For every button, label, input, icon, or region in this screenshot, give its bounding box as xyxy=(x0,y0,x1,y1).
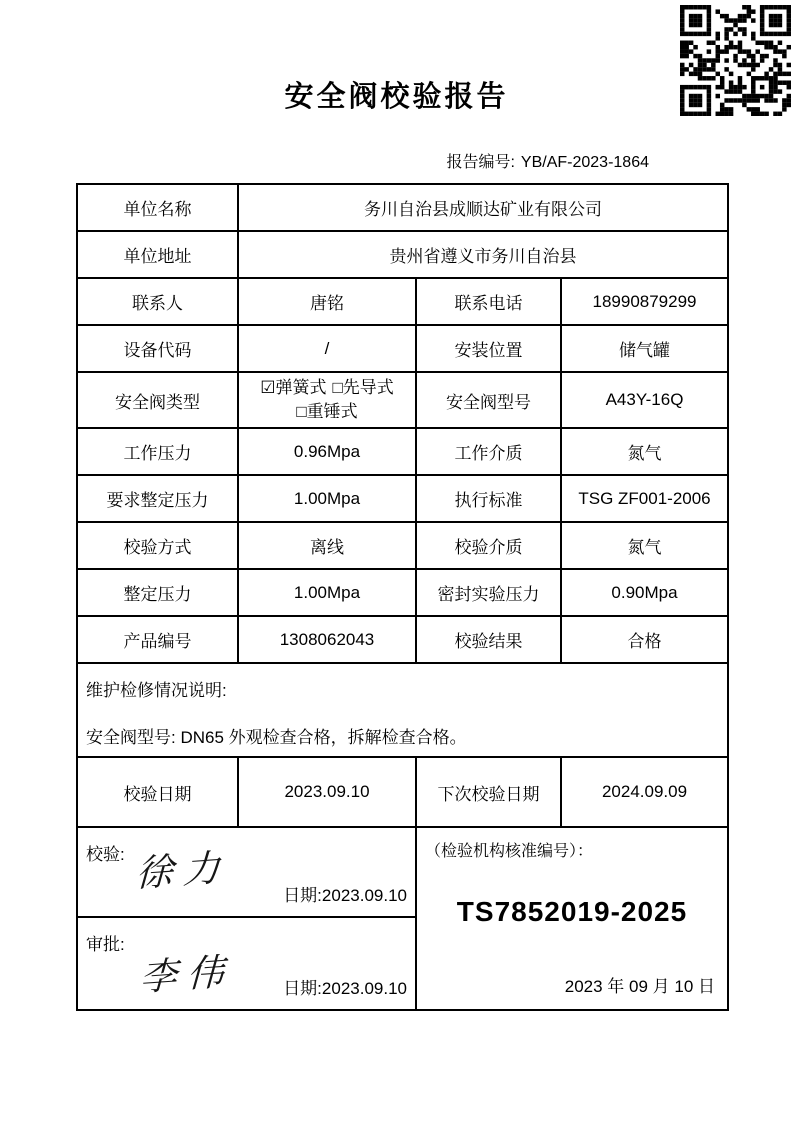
seal-test-pressure-value: 0.90Mpa xyxy=(561,569,728,616)
install-location-value: 储气罐 xyxy=(561,325,728,372)
working-pressure-value: 0.96Mpa xyxy=(238,428,416,475)
seal-test-pressure-label: 密封实验压力 xyxy=(416,569,561,616)
maintenance-note-cell xyxy=(77,663,728,757)
table-row xyxy=(77,184,728,231)
table-row xyxy=(77,231,728,278)
valve-type-line2 xyxy=(241,400,413,424)
device-code-label: 设备代码 xyxy=(77,325,238,372)
required-set-pressure-label: 要求整定压力 xyxy=(77,475,238,522)
calibration-medium-label: 校验介质 xyxy=(416,522,561,569)
unit-address-value: 贵州省遵义市务川自治县 xyxy=(238,231,728,278)
report-number-value: YB/AF-2023-1864 xyxy=(520,154,649,171)
table-row xyxy=(77,616,728,663)
valve-type-label: 安全阀类型 xyxy=(77,372,238,428)
valve-model-label: 安全阀型号 xyxy=(416,372,561,428)
agency-approval-label: （检验机构核准编号）： xyxy=(425,843,594,860)
approver-label: 审批: xyxy=(86,935,125,954)
working-medium-value: 氮气 xyxy=(561,428,728,475)
agency-approval-number: TS7852019-2025 xyxy=(456,896,688,927)
next-calibration-date-value: 2024.09.09 xyxy=(561,757,728,827)
set-pressure-label: 整定压力 xyxy=(77,569,238,616)
table-row xyxy=(77,522,728,569)
unit-address-label: 单位地址 xyxy=(77,231,238,278)
table-row xyxy=(77,325,728,372)
valve-model-value: A43Y-16Q xyxy=(561,372,728,428)
table-row xyxy=(77,757,728,827)
agency-approval-cell xyxy=(416,827,728,1010)
table-row xyxy=(77,663,728,757)
phone-value: 18990879299 xyxy=(561,278,728,325)
contact-label: 联系人 xyxy=(77,278,238,325)
standard-value: TSG ZF001-2006 xyxy=(561,475,728,522)
report-number-label: 报告编号: xyxy=(446,154,515,171)
table-row xyxy=(77,569,728,616)
standard-label: 执行标准 xyxy=(416,475,561,522)
calibration-date-value: 2023.09.10 xyxy=(238,757,416,827)
approver-signature: 李伟 xyxy=(139,951,235,1000)
report-table xyxy=(76,183,729,1011)
report-number-line xyxy=(76,149,727,172)
spring-type-checkbox: ☑弹簧式 xyxy=(260,378,327,397)
calibration-method-value: 离线 xyxy=(238,522,416,569)
approver-date: 日期:2023.09.10 xyxy=(283,979,407,998)
calibrator-signature-cell xyxy=(77,827,416,917)
weight-type-checkbox: □重锤式 xyxy=(296,402,358,421)
calibrator-signature: 徐力 xyxy=(135,847,231,896)
result-value: 合格 xyxy=(561,616,728,663)
product-no-value: 1308062043 xyxy=(238,616,416,663)
table-row xyxy=(77,372,728,428)
qr-code xyxy=(680,5,791,116)
unit-name-value: 务川自治县成顺达矿业有限公司 xyxy=(238,184,728,231)
working-medium-label: 工作介质 xyxy=(416,428,561,475)
approver-signature-cell xyxy=(77,917,416,1010)
agency-approval-date: 2023 年 09 月 10 日 xyxy=(564,977,716,996)
working-pressure-label: 工作压力 xyxy=(77,428,238,475)
calibrator-date: 日期:2023.09.10 xyxy=(283,886,407,905)
next-calibration-date-label: 下次校验日期 xyxy=(416,757,561,827)
calibration-medium-value: 氮气 xyxy=(561,522,728,569)
pilot-type-checkbox: □先导式 xyxy=(332,378,394,397)
maintenance-note-title: 维护检修情况说明: xyxy=(86,681,227,700)
required-set-pressure-value: 1.00Mpa xyxy=(238,475,416,522)
device-code-value: / xyxy=(238,325,416,372)
valve-type-line1 xyxy=(241,376,413,400)
product-no-label: 产品编号 xyxy=(77,616,238,663)
table-row xyxy=(77,428,728,475)
unit-name-label: 单位名称 xyxy=(77,184,238,231)
valve-type-options xyxy=(238,372,416,428)
table-row xyxy=(77,278,728,325)
table-row xyxy=(77,475,728,522)
calibrator-label: 校验: xyxy=(86,845,125,864)
page-title: 安全阀校验报告 xyxy=(284,81,509,113)
table-row xyxy=(77,827,728,917)
phone-label: 联系电话 xyxy=(416,278,561,325)
calibration-method-label: 校验方式 xyxy=(77,522,238,569)
install-location-label: 安装位置 xyxy=(416,325,561,372)
result-label: 校验结果 xyxy=(416,616,561,663)
set-pressure-value: 1.00Mpa xyxy=(238,569,416,616)
contact-value: 唐铭 xyxy=(238,278,416,325)
calibration-date-label: 校验日期 xyxy=(77,757,238,827)
maintenance-note-content: 安全阀型号: DN65 外观检查合格，拆解检查合格。 xyxy=(86,728,467,747)
